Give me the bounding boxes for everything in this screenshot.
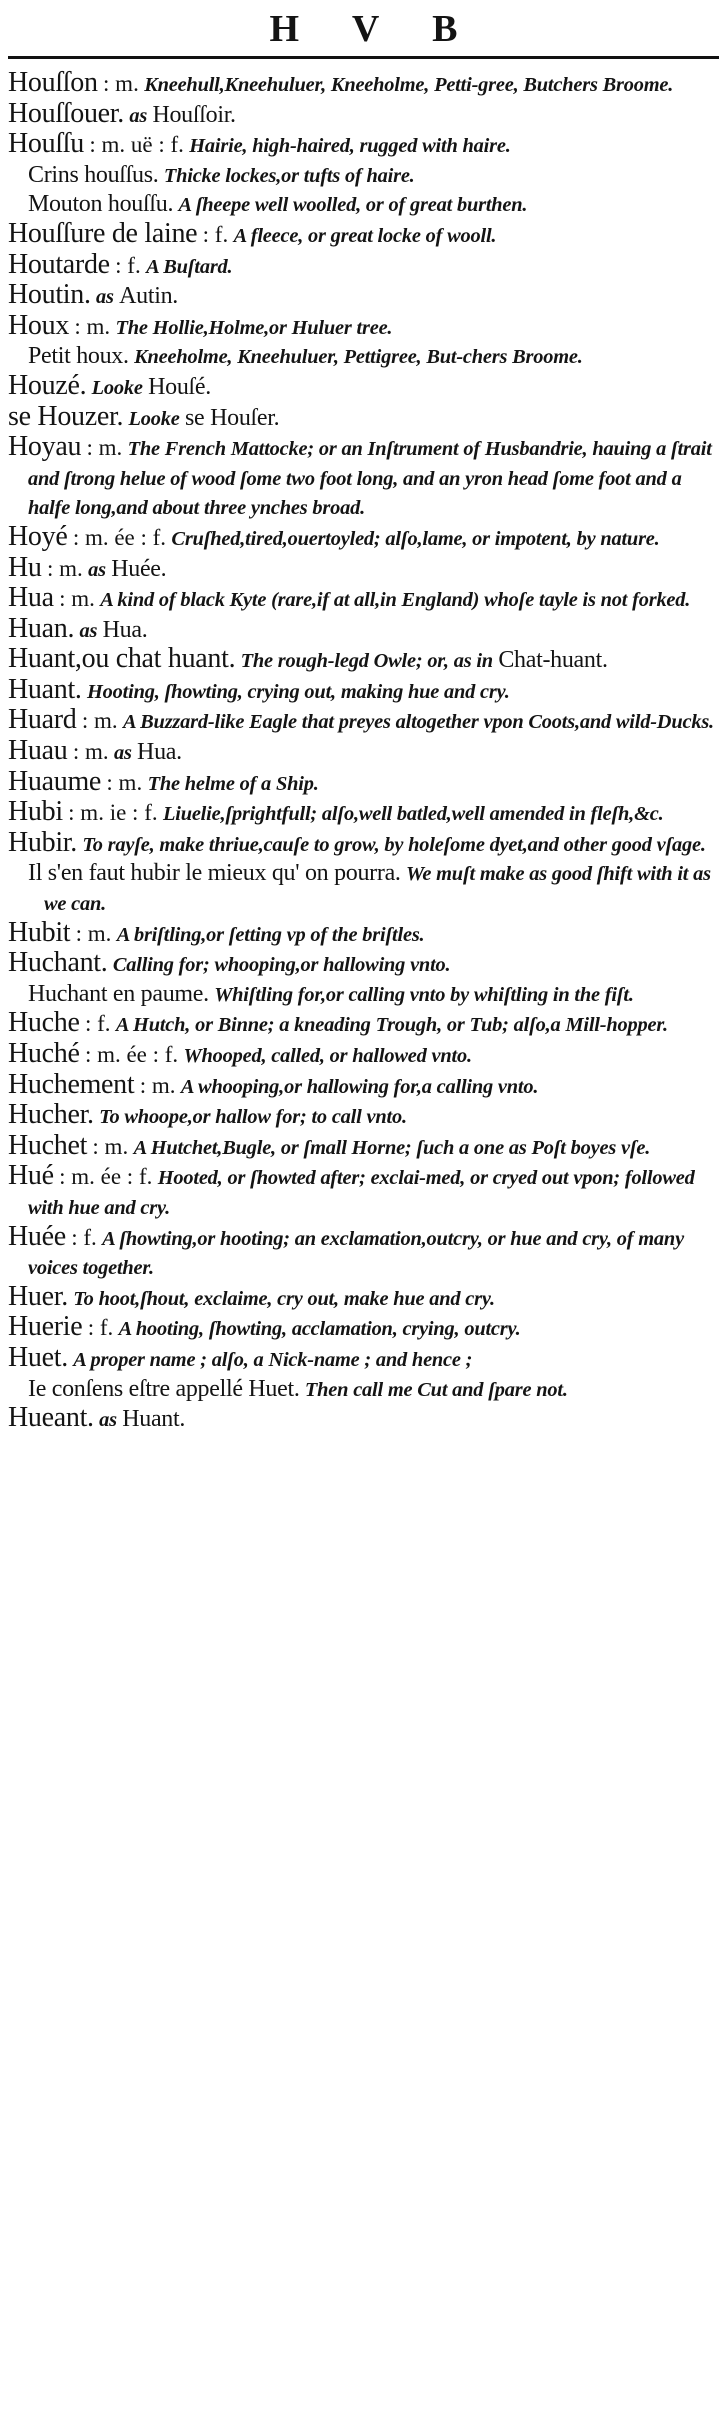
headword: se Houzer. — [8, 400, 124, 432]
headword: Huchant en paume. — [28, 980, 209, 1007]
headword: Houtarde — [8, 248, 110, 280]
definition: Then call me Cut and ſpare not. — [304, 1378, 568, 1401]
grammar-note: : m. — [75, 920, 112, 946]
headword: Huchement — [8, 1068, 135, 1100]
definition: A ſhowting,or hooting; an exclamation,outcry, or hue and cry, of many voices together. — [28, 1227, 684, 1280]
dictionary-entry — [8, 645, 719, 676]
dictionary-entry — [8, 1404, 719, 1435]
definition: A fleece, or great locke of wooll. — [233, 224, 497, 247]
grammar-note: : m. — [59, 586, 95, 612]
headword: Houtin. — [8, 279, 91, 311]
headword: Hua — [8, 582, 54, 614]
dictionary-entry — [8, 1101, 719, 1132]
definition: as — [99, 1409, 117, 1432]
headword: Hucher. — [8, 1099, 94, 1131]
definition: Hooted, or ſhowted after; exclai-med, or cryed out vpon; followed with hue and cry. — [28, 1167, 695, 1219]
definition: The Hollie,Holme,or Huluer tree. — [115, 316, 393, 339]
grammar-note: : f. — [71, 1224, 97, 1250]
cross-reference: Autin. — [119, 283, 179, 310]
definition: Looke — [91, 376, 143, 399]
dictionary-entry — [8, 737, 719, 768]
grammar-note: : m. — [106, 769, 143, 795]
grammar-note: : m. — [92, 1133, 129, 1159]
cross-reference: Hua. — [102, 616, 148, 643]
definition: Cruſhed,tired,ouertoyled; alſo,lame, or impotent, by nature. — [171, 527, 660, 550]
grammar-note: : f. — [115, 252, 141, 278]
definition: Kneehull,Kneehuluer, Kneeholme, Petti-gree, Butchers Broome. — [144, 74, 674, 96]
headword: Huche — [8, 1007, 80, 1039]
definition: We muſt make as good ſhift with it as we can. — [44, 863, 711, 916]
headword: Huan. — [8, 612, 75, 644]
sub-entry — [8, 980, 719, 1010]
sub-entry — [8, 342, 719, 372]
dictionary-entry — [8, 916, 719, 950]
definition: Whiſtling for,or calling vnto by whiſtling in the fiſt. — [214, 983, 634, 1006]
headword: Hubit — [8, 916, 71, 948]
dictionary-entry — [8, 130, 719, 161]
definition: Thicke lockes,or tufts of haire. — [163, 164, 415, 187]
dictionary-entry — [8, 612, 719, 646]
dictionary-entry — [8, 433, 719, 523]
entry-list — [8, 69, 719, 1435]
cross-reference: Houſſoir. — [152, 101, 236, 128]
definition: A whooping,or hallowing for,a calling vnto. — [180, 1075, 539, 1098]
definition: A Hutchet,Bugle, or ſmall Horne; ſuch a one as Poſt boyes vſe. — [133, 1136, 651, 1159]
headword: Hubi — [8, 796, 63, 828]
dictionary-entry — [8, 248, 719, 282]
headword: Hué — [8, 1160, 54, 1192]
grammar-note: : m. — [72, 739, 109, 765]
definition: Calling for; whooping,or hallowing vnto. — [112, 954, 451, 977]
definition: as — [96, 286, 114, 309]
definition: The rough-legd Owle; or, as in — [240, 650, 493, 673]
grammar-note: : m. ée : f. — [59, 1164, 153, 1190]
headword: Hubir. — [8, 826, 77, 858]
headword: Houſſon — [8, 67, 98, 98]
cross-reference: Houſé. — [148, 373, 211, 400]
grammar-note: : m. — [81, 708, 118, 734]
headword: Houſſu — [8, 128, 84, 160]
cross-reference: Huant. — [122, 1406, 186, 1433]
headword: Huché — [8, 1038, 80, 1069]
dictionary-entry — [8, 1068, 719, 1102]
definition: A hooting, ſhowting, acclamation, crying, outcry. — [118, 1318, 521, 1341]
headword: Huer. — [8, 1280, 68, 1312]
headword: Huant,ou chat huant. — [8, 643, 236, 675]
headword: Crins houſſus. — [28, 161, 159, 188]
headword: Petit houx. — [28, 343, 129, 370]
grammar-note: : f. — [87, 1315, 114, 1341]
definition: Kneeholme, Kneehuluer, Pettigree, But-chers Broome. — [134, 346, 583, 369]
grammar-note: : m. — [103, 71, 139, 96]
dictionary-entry — [8, 584, 719, 615]
headword: Huet. — [8, 1341, 68, 1373]
headword: Hoyau — [8, 431, 82, 463]
grammar-note: : f. — [84, 1011, 111, 1037]
dictionary-entry — [8, 1009, 719, 1040]
headword: Il s'en faut hubir le mieux qu' on pourra. — [28, 860, 401, 887]
definition: A briſtling,or ſetting vp of the briſtles. — [116, 923, 425, 946]
grammar-note: : m. — [86, 435, 123, 461]
definition: A ſheepe well woolled, or of great burthen. — [178, 194, 528, 217]
definition: To whoope,or hallow for; to call vnto. — [99, 1106, 407, 1129]
definition: Hairie, high-haired, rugged with haire. — [189, 135, 511, 158]
sub-entry — [8, 859, 719, 918]
dictionary-entry — [8, 826, 719, 860]
definition: The French Mattocke; or an Inſtrument of Husbandrie, hauing a ſtrait and ſtrong helue of wood ſome two foot long, and an yron head ſome foot and a halfe long,and about three ynches broad. — [28, 438, 712, 520]
cross-reference: Hua. — [137, 739, 182, 766]
sub-entry — [8, 1375, 719, 1405]
dictionary-entry — [8, 281, 719, 312]
dictionary-entry — [8, 369, 719, 403]
definition: Liuelie,ſprightfull; alſo,well batled,well amended in fleſh,&c. — [162, 803, 664, 826]
headword: Hueant. — [8, 1402, 94, 1434]
headword: Mouton houſſu. — [28, 191, 174, 218]
grammar-note: : m. — [139, 1072, 176, 1098]
definition: A Hutch, or Binne; a kneading Trough, or Tub; alſo,a Mill-hopper. — [115, 1014, 668, 1037]
definition: Looke — [128, 407, 180, 430]
definition: A Buſtard. — [146, 255, 233, 278]
dictionary-entry — [8, 1129, 719, 1163]
definition: A proper name ; alſo, a Nick-name ; and hence ; — [73, 1348, 473, 1371]
cross-reference: se Houſer. — [185, 404, 280, 431]
headword: Houſſure de laine — [8, 217, 198, 249]
dictionary-entry — [8, 1341, 719, 1375]
headword: Huchant. — [8, 947, 108, 979]
dictionary-entry — [8, 1220, 719, 1283]
grammar-note: : m. uë : f. — [89, 132, 184, 158]
headword: Huant. — [8, 673, 82, 705]
sub-entry — [8, 190, 719, 220]
headword: Houzé. — [8, 369, 87, 401]
grammar-note: : m. — [74, 313, 111, 339]
dictionary-entry — [8, 765, 719, 799]
definition: A Buzzard-like Eagle that preyes altogether vpon Coots,and wild-Ducks. — [122, 711, 714, 734]
headword: Huaume — [8, 765, 102, 797]
running-header: H V B — [269, 8, 480, 50]
cross-reference: Chat-huant. — [498, 647, 608, 674]
headword: Houſſouer. — [8, 97, 124, 129]
definition: The helme of a Ship. — [147, 772, 319, 795]
definition: as — [129, 104, 148, 127]
dictionary-entry — [8, 217, 719, 251]
cross-reference: Huée. — [111, 555, 167, 582]
headword: Hu — [8, 551, 42, 583]
dictionary-entry — [8, 97, 719, 131]
grammar-note: : m. ée : f. — [84, 1042, 179, 1067]
headword: Huerie — [8, 1311, 83, 1343]
dictionary-entry — [8, 798, 719, 829]
headword: Huard — [8, 704, 77, 736]
dictionary-entry — [8, 400, 719, 434]
definition: Whooped, called, or hallowed vnto. — [183, 1045, 472, 1067]
dictionary-entry — [8, 520, 719, 554]
grammar-note: : m. — [46, 555, 83, 581]
definition: To rayſe, make thriue,cauſe to grow, by holeſome dyet,and other good vſage. — [82, 833, 706, 856]
dictionary-entry — [8, 309, 719, 343]
grammar-note: : f. — [202, 221, 229, 247]
dictionary-entry — [8, 551, 719, 585]
definition: A kind of black Kyte (rare,if at all,in England) whoſe tayle is not forked. — [100, 589, 691, 612]
dictionary-entry — [8, 1040, 719, 1071]
headword: Huchet — [8, 1129, 88, 1161]
headword: Houx — [8, 309, 70, 341]
definition: as — [88, 558, 106, 581]
header-rule — [8, 56, 719, 59]
grammar-note: : m. ie : f. — [68, 800, 158, 826]
dictionary-entry — [8, 1280, 719, 1314]
dictionary-entry — [8, 69, 719, 100]
sub-entry — [8, 161, 719, 191]
headword: Hoyé — [8, 520, 68, 552]
definition: as — [113, 742, 132, 765]
definition: Hooting, ſhowting, crying out, making hue and cry. — [87, 680, 510, 703]
headword: Huée — [8, 1220, 66, 1252]
definition: as — [79, 619, 98, 642]
headword: Ie conſens eſtre appellé Huet. — [28, 1375, 300, 1402]
dictionary-entry — [8, 1313, 719, 1344]
dictionary-entry — [8, 673, 719, 707]
headword: Huau — [8, 735, 68, 767]
definition: To hoot,ſhout, exclaime, cry out, make hue and cry. — [73, 1287, 495, 1310]
dictionary-entry — [8, 949, 719, 980]
dictionary-entry — [8, 706, 719, 737]
dictionary-entry — [8, 1162, 719, 1222]
bottom-margin — [8, 1435, 719, 1445]
grammar-note: : m. ée : f. — [72, 524, 167, 550]
